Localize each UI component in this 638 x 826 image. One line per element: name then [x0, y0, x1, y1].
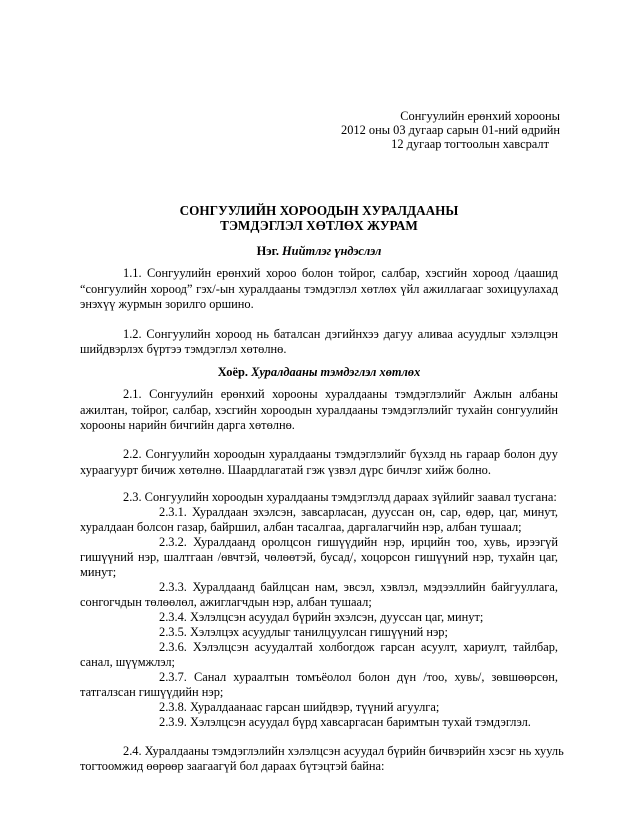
paragraph-1-1-line-3: энэхүү журмын зорилго оршино.	[80, 297, 254, 311]
doc-title-line-2: ТЭМДЭГЛЭЛ ХӨТЛӨХ ЖУРАМ	[220, 218, 418, 233]
paragraph-2-2-line-1: 2.2. Сонгуулийн хороодын хуралдааны тэмдэглэлийг бүхэлд нь гараар болон дуу	[123, 447, 558, 461]
paragraph-2-3: 2.3. Сонгуулийн хороодын хуралдааны тэмдэглэлд дараах зүйлийг заавал тусгана:	[123, 490, 557, 504]
paragraph-2-2-line-2: хураагуурт бичиж хөтөлнө. Шаардлагатай гэж үзвэл дүрс бичлэг хийж болно.	[80, 463, 491, 477]
item-2-3-4: 2.3.4. Хэлэлцсэн асуудал бүрийн эхэлсэн, дууссан цаг, минут;	[159, 610, 484, 624]
item-2-3-7-line-2: татгалзсан гишүүдийн нэр;	[80, 685, 224, 699]
section-2-title: Хуралдааны тэмдэглэл хөтлөх	[251, 365, 421, 379]
item-2-3-7-line-1: 2.3.7. Санал хураалтын томъёолол болон дүн /тоо, хувь/, зөвшөөрсөн,	[159, 670, 558, 684]
item-2-3-1-line-1: 2.3.1. Хуралдаан эхэлсэн, завсарласан, дууссан он, сар, өдөр, цаг, минут,	[159, 505, 558, 519]
paragraph-2-4-line-2: тогтоомжид өөрөөр заагаагүй бол дараах бүтэцтэй байна:	[80, 759, 385, 773]
item-2-3-8: 2.3.8. Хуралдаанаас гарсан шийдвэр, түүний агуулга;	[159, 700, 440, 714]
paragraph-1-1-line-2: “сонгуулийн хороод” гэх/-ын хуралдааны тэмдэглэл хөтлөх үйл ажиллагааг зохицуулахад	[80, 282, 558, 296]
paragraph-2-4-line-1: 2.4. Хуралдааны тэмдэглэлийн хэлэлцсэн асуудал бүрийн бичвэрийн хэсэг нь хууль	[123, 744, 564, 758]
paragraph-1-1-line-1: 1.1. Сонгуулийн ерөнхий хороо болон тойрог, салбар, хэсгийн хороод /цаашид	[123, 266, 558, 280]
item-2-3-3-line-1: 2.3.3. Хуралдаанд байлцсан нам, эвсэл, хэвлэл, мэдээллийн байгууллага,	[159, 580, 558, 594]
item-2-3-5: 2.3.5. Хэлэлцэх асуудлыг танилцуулсан гишүүний нэр;	[159, 625, 448, 639]
paragraph-1-2-line-1: 1.2. Сонгуулийн хороод нь баталсан дэгийнхээ дагуу аливаа асуудлыг хэлэлцэн	[123, 327, 558, 341]
doc-title-line-1: СОНГУУЛИЙН ХОРООДЫН ХУРАЛДААНЫ	[179, 203, 459, 218]
header-line-1: Сонгуулийн ерөнхий хорооны	[400, 109, 560, 123]
paragraph-2-1-line-2: ажилтан, тойрог, салбар, хэсгийн хороодын хуралдааны тэмдэглэлийг тухайн сонгуулийн	[80, 403, 558, 417]
item-2-3-2-line-2: гишүүний нэр, шалтгаан /өвчтэй, чөлөөтэй, бусад/, хоцорсон гишүүний нэр, тухайн цаг,	[80, 550, 558, 564]
section-2-heading	[80, 365, 558, 380]
paragraph-2-1-line-3: хорооны нарийн бичгийн дарга хөтөлнө.	[80, 418, 295, 432]
paragraph-1-2-line-2: шийдвэрлэх бүртээ тэмдэглэл хөтөлнө.	[80, 342, 287, 356]
item-2-3-6-line-2: санал, шүүмжлэл;	[80, 655, 176, 669]
section-1-number: Нэг.	[256, 244, 279, 258]
paragraph-2-1-line-1: 2.1. Сонгуулийн ерөнхий хорооны хуралдааны тэмдэглэлийг Ажлын албаны	[123, 387, 558, 401]
section-1-title: Нийтлэг үндэслэл	[282, 244, 382, 258]
item-2-3-2-line-1: 2.3.2. Хуралдаанд оролцсон гишүүдийн нэр, ирцийн тоо, хувь, ирээгүй	[159, 535, 558, 549]
section-2-number: Хоёр.	[217, 365, 248, 379]
item-2-3-6-line-1: 2.3.6. Хэлэлцсэн асуудалтай холбогдож гарсан асуулт, хариулт, тайлбар,	[159, 640, 558, 654]
section-1-heading	[80, 244, 558, 259]
item-2-3-9: 2.3.9. Хэлэлцсэн асуудал бүрд хавсаргасан баримтын тухай тэмдэглэл.	[159, 715, 531, 729]
item-2-3-3-line-2: сонгогчдын төлөөлөл, ажиглагчдын нэр, албан тушаал;	[80, 595, 372, 609]
item-2-3-2-line-3: минут;	[80, 565, 117, 579]
header-line-3: 12 дугаар тогтоолын хавсралт	[391, 137, 549, 151]
header-line-2: 2012 оны 03 дугаар сарын 01-ний өдрийн	[341, 123, 560, 137]
item-2-3-1-line-2: хуралдаан болсон газар, байршил, албан тасалгаа, даргалагчийн нэр, албан тушаал;	[80, 520, 522, 534]
